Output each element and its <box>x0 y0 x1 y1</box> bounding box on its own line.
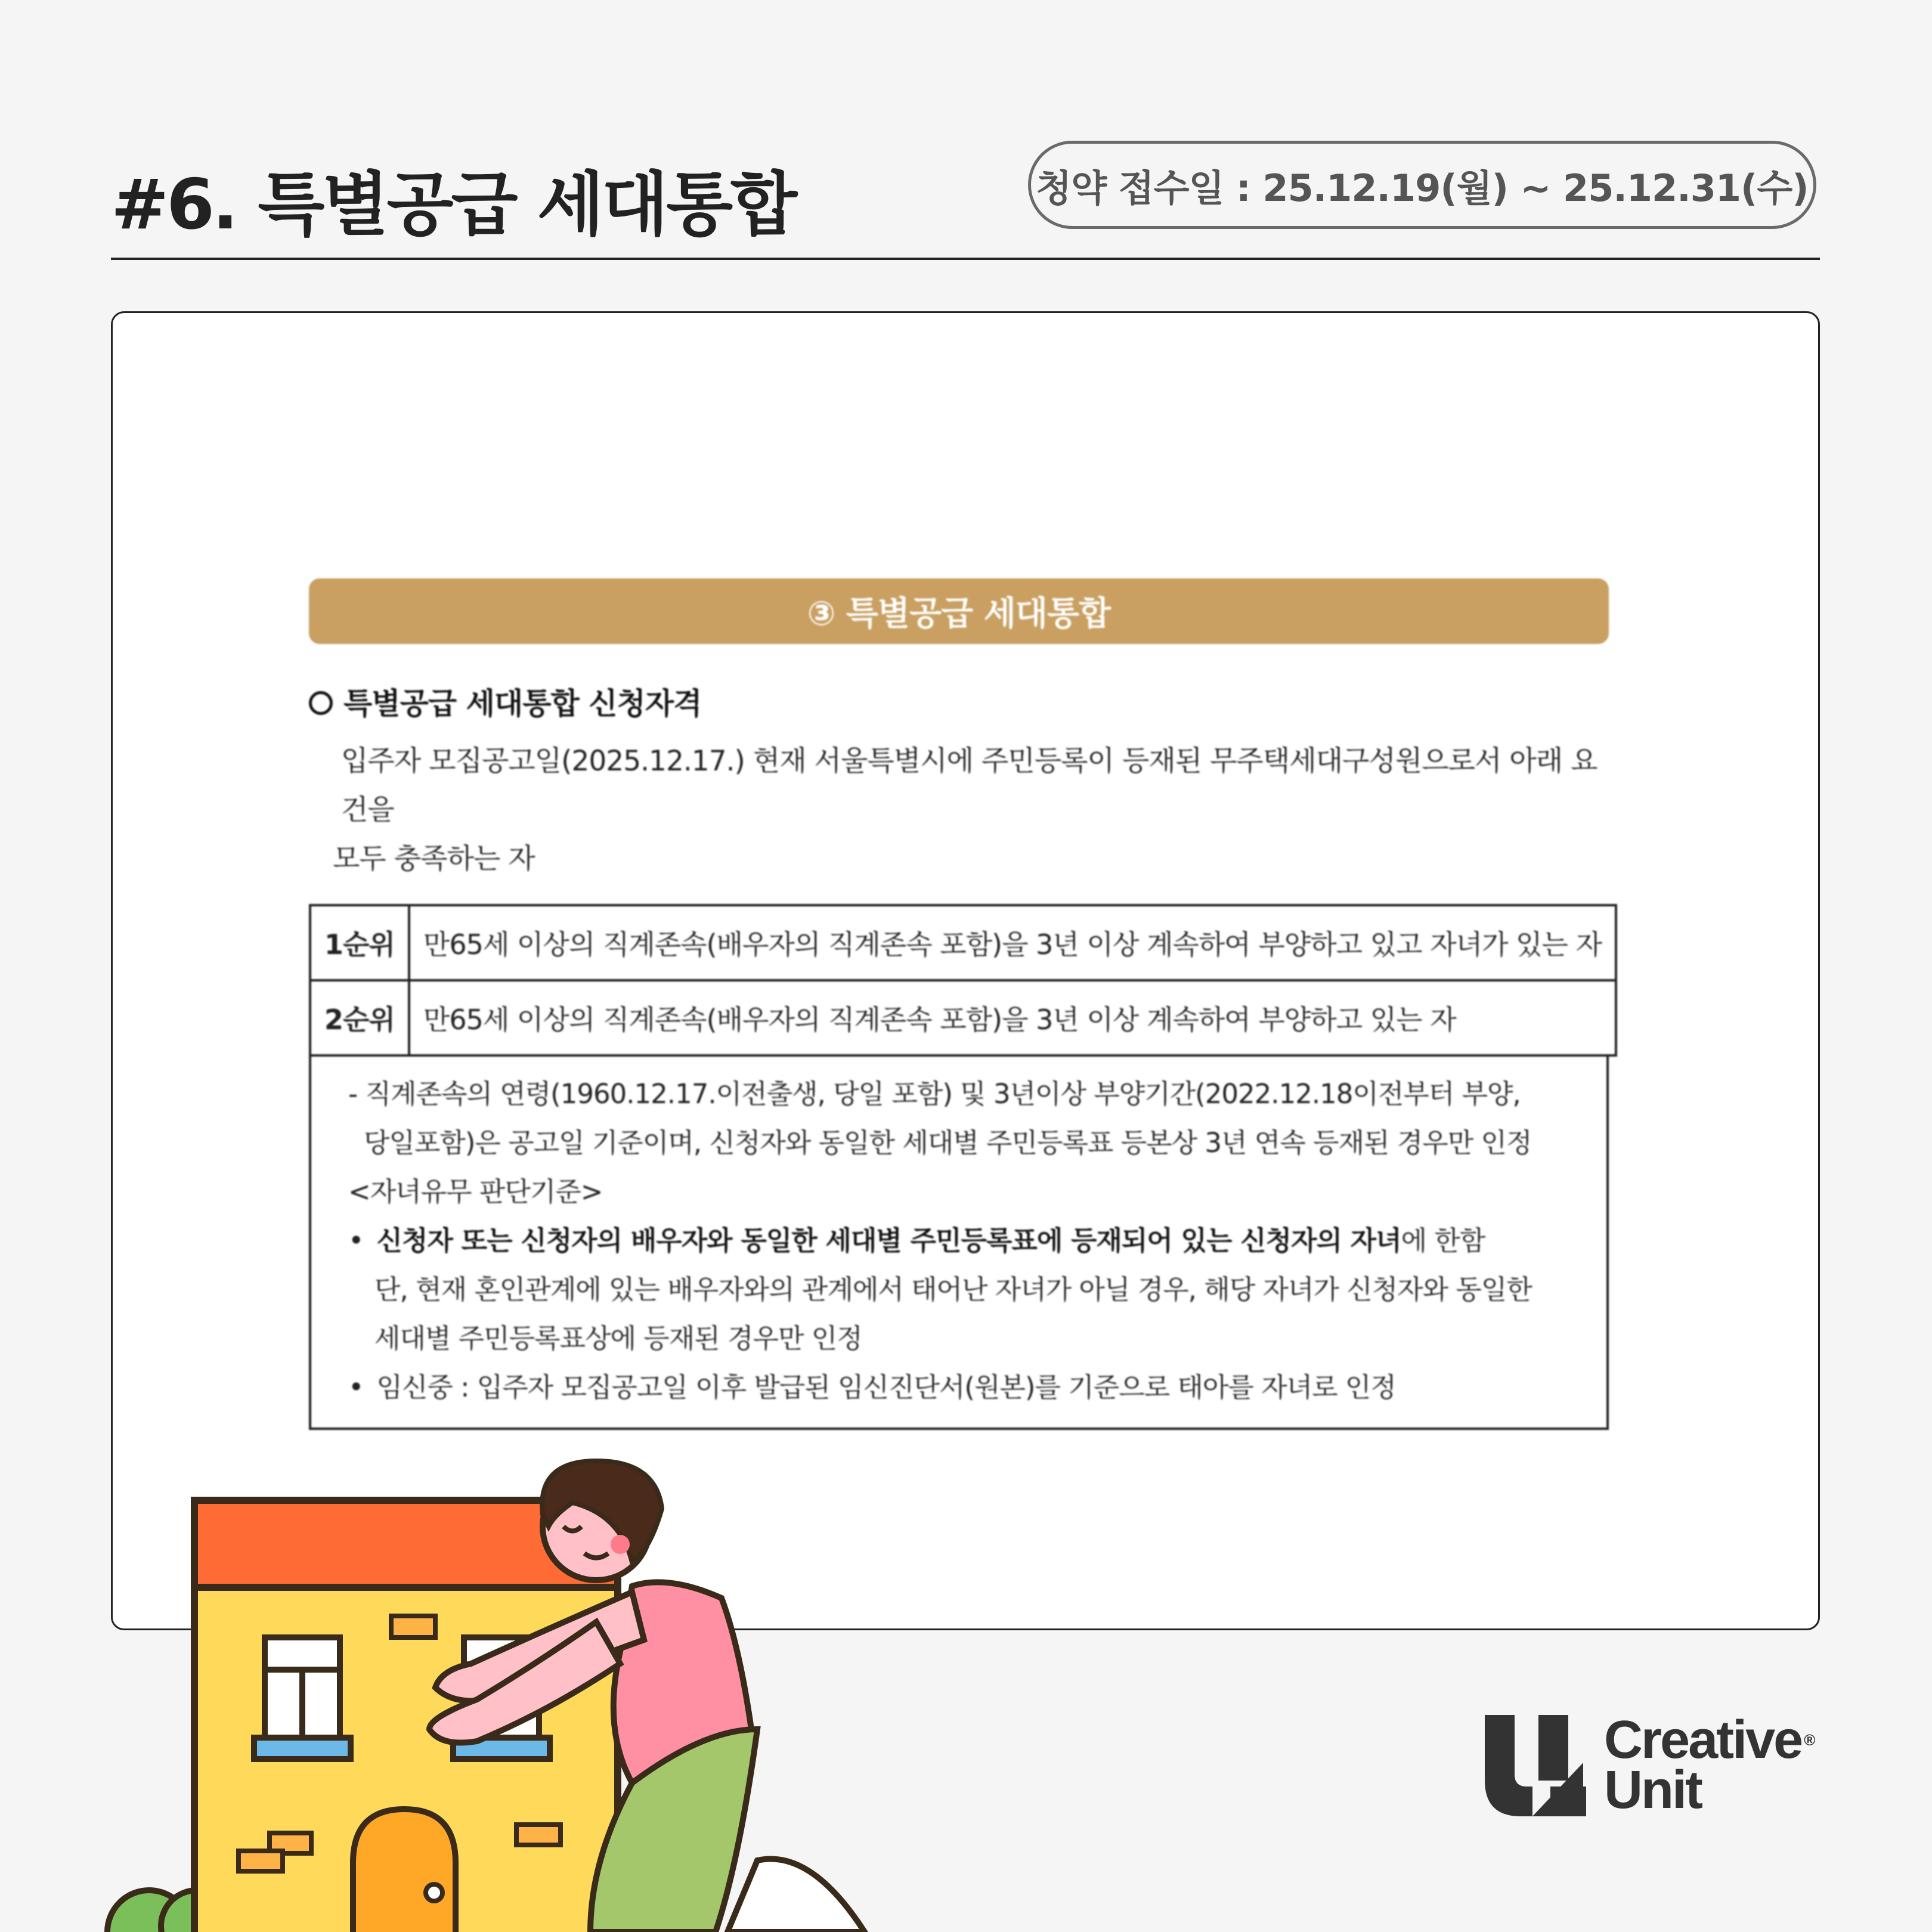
notes-box <box>309 1057 1609 1430</box>
section-banner: ③ 특별공급 세대통합 <box>309 578 1609 644</box>
page-title: #6. 특별공급 세대통합 <box>111 165 795 245</box>
note-line: 당일포함)은 공고일 기준이며, 신청자와 동일한 세대별 주민등록표 등본상 3년 연속 등재된 경우만 인정 <box>364 1127 1532 1159</box>
logo-text <box>1604 1710 1816 1820</box>
rank-table <box>309 904 1617 1057</box>
logo-line-2: Unit <box>1604 1760 1701 1820</box>
registered-mark: ® <box>1804 1731 1816 1749</box>
person-hugging-house-illustration <box>0 1419 930 1932</box>
eligibility-description <box>309 737 1609 884</box>
note-bullet <box>348 1216 1577 1265</box>
note-heading: <자녀유무 판단기준> <box>348 1176 603 1208</box>
note-line: 단, 현재 혼인관계에 있는 배우자와의 관계에서 태어난 자녀가 아닐 경우, 해당 자녀가 신청자와 동일한 <box>374 1274 1532 1305</box>
subheading-text: 특별공급 세대통합 신청자격 <box>343 686 702 721</box>
circle-bullet-icon <box>309 691 333 715</box>
house-icon <box>194 1500 618 1932</box>
description-line-1: 입주자 모집공고일(2025.12.17.) 현재 서울특별시에 주민등록이 등재된 무주택세대구성원으로서 아래 요건을 <box>341 745 1597 826</box>
note-line: - 직계존속의 연령(1960.12.17.이전출생, 당일 포함) 및 3년이상 부양기간(2022.12.18이전부터 부양, <box>348 1078 1521 1110</box>
section-subheading <box>309 680 1609 723</box>
note-line: 세대별 주민등록표상에 등재된 경우만 인정 <box>374 1323 862 1354</box>
logo-mark-icon <box>1485 1715 1592 1816</box>
description-line-2: 모두 충족하는 자 <box>333 843 535 875</box>
notice-document-image <box>309 578 1609 1430</box>
rank-label: 1순위 <box>310 905 409 980</box>
bullet-bold-text: 신청자 또는 신청자의 배우자와 동일한 세대별 주민등록표에 등재되어 있는 신청자의 자녀 <box>376 1225 1401 1256</box>
bullet-tail-text: 에 한함 <box>1401 1225 1485 1256</box>
rank-criteria: 만65세 이상의 직계존속(배우자의 직계존속 포함)을 3년 이상 계속하여 부양하고 있고 자녀가 있는 자 <box>409 905 1616 980</box>
rank-label: 2순위 <box>310 980 409 1055</box>
logo-line-1: Creative <box>1604 1710 1802 1770</box>
date-badge: 청약 접수일 : 25.12.19(월) ~ 25.12.31(수) <box>1028 141 1816 229</box>
creative-unit-logo <box>1485 1710 1819 1820</box>
header-divider <box>111 258 1820 260</box>
note-bullet: • 임신중 : 입주자 모집공고일 이후 발급된 임신진단서(원본)를 기준으로 태아를 자녀로 인정 <box>348 1363 1577 1412</box>
table-row <box>310 905 1616 980</box>
table-row <box>310 980 1616 1055</box>
rank-criteria: 만65세 이상의 직계존속(배우자의 직계존속 포함)을 3년 이상 계속하여 부양하고 있는 자 <box>409 980 1616 1055</box>
